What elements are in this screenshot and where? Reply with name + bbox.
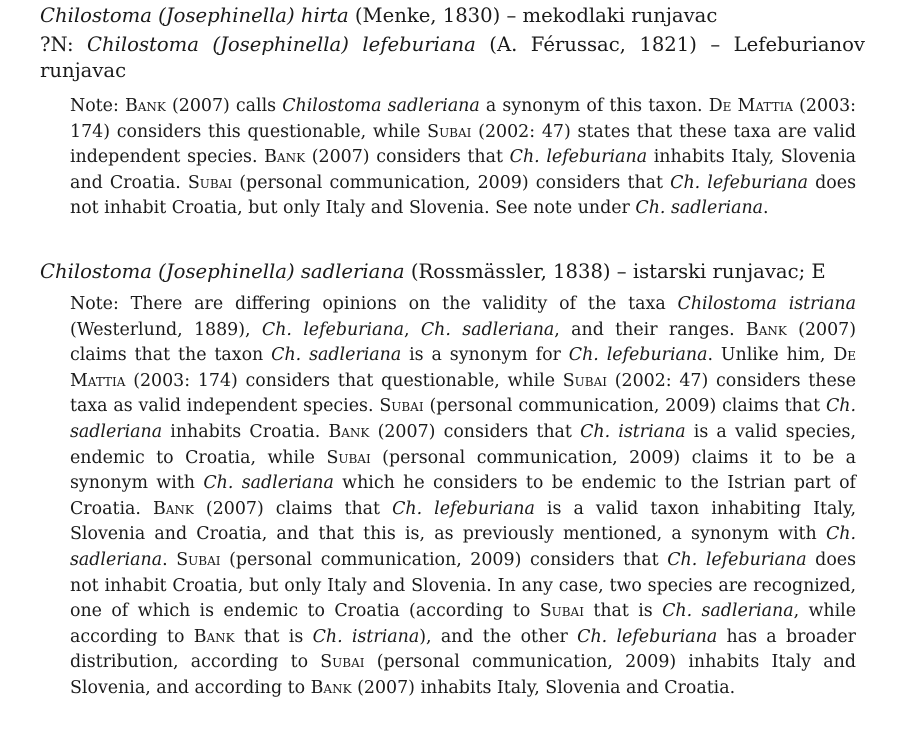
author-name: De Mattia bbox=[70, 345, 857, 391]
taxon-name: Ch. istriana bbox=[312, 626, 420, 647]
note-text: that is bbox=[583, 601, 663, 622]
note-text: ), and the other bbox=[419, 626, 578, 647]
taxon-name: Ch. sadleriana bbox=[70, 396, 857, 442]
note-text: which he considers to be endemic to the Istrian part of Croatia. bbox=[70, 473, 856, 519]
author-name: Subai bbox=[562, 370, 607, 391]
author-name: Bank bbox=[124, 96, 166, 116]
note-text: is a valid taxon inhabiting Italy, Slovenia and Croatia, and that this is, as previously mentioned, a synonym with bbox=[70, 498, 856, 545]
subgenus: (Josephinella) bbox=[158, 260, 295, 283]
taxon-name: Ch. lefeburiana bbox=[261, 319, 404, 340]
note-text: (2003: 174) considers this questionable, while bbox=[70, 96, 857, 142]
taxon-name: Ch. lefeburiana bbox=[577, 626, 718, 647]
taxon-name: Chilostoma sadleriana bbox=[282, 96, 480, 116]
note-text: inhabits Croatia. bbox=[162, 421, 329, 442]
subgenus: (Josephinella) bbox=[158, 4, 295, 27]
note-text: (personal communication, 2009) inhabits Italy and Slovenia, and according to bbox=[70, 652, 856, 698]
author-name: Bank bbox=[310, 677, 352, 698]
taxon-name: Chilostoma istriana bbox=[677, 294, 856, 314]
taxon-entry-sadleriana bbox=[40, 259, 865, 285]
authority: (Menke, 1830) – mekodlaki runjavac bbox=[348, 4, 718, 27]
note-text: is a valid species, endemic to Croatia, while bbox=[70, 421, 856, 468]
note-text: (2003: 174) considers that questionable, while bbox=[125, 370, 563, 391]
note-lefeburiana bbox=[70, 94, 856, 222]
note-text: does not inhabit Croatia, but only Italy and Slovenia. In any case, two species are recognized, one of which is endemic to Croatia (according to bbox=[70, 549, 857, 622]
note-text: (2002: 47) considers these taxa as valid independent species. bbox=[70, 370, 856, 417]
author-name: Subai bbox=[320, 652, 365, 673]
note-text: is a synonym for bbox=[401, 345, 569, 366]
author-name: Bank bbox=[264, 147, 306, 168]
note-text: does not inhabit Croatia, but only Italy and Slovenia. See note under bbox=[70, 172, 856, 219]
author-name: Subai bbox=[539, 601, 584, 622]
note-text: , bbox=[403, 319, 421, 340]
taxon-name: Ch. sadleriana bbox=[70, 524, 856, 570]
note-text: (2007) claims that the taxon bbox=[70, 319, 856, 366]
taxon-name: Ch. istriana bbox=[580, 421, 686, 442]
taxon-name: Ch. lefeburiana bbox=[509, 147, 648, 168]
note-text: , while according to bbox=[70, 601, 857, 647]
genus: Chilostoma bbox=[87, 33, 199, 56]
taxon-name: Ch. lefeburiana bbox=[667, 549, 807, 570]
note-text: (2007) inhabits Italy, Slovenia and Croatia. bbox=[351, 677, 736, 698]
authority: (Rossmässler, 1838) – istarski runjavac; E bbox=[404, 260, 826, 283]
note-text: (2007) claims that bbox=[193, 498, 393, 519]
author-name: De Mattia bbox=[708, 96, 793, 116]
species: sadleriana bbox=[300, 260, 405, 283]
note-sadleriana bbox=[70, 292, 856, 702]
author-name: Subai bbox=[176, 549, 221, 570]
genus: Chilostoma bbox=[40, 260, 152, 283]
subgenus: (Josephinella) bbox=[212, 33, 349, 56]
note-text: . bbox=[162, 549, 177, 570]
note-text: (2002: 47) states that these taxa are valid independent species. bbox=[70, 121, 856, 168]
taxon-name: Ch. lefeburiana bbox=[392, 498, 535, 519]
note-text: (personal communication, 2009) claims that bbox=[423, 396, 826, 417]
taxon-name: Ch. sadleriana bbox=[420, 319, 555, 340]
note-text: (personal communication, 2009) claims it to be a synonym with bbox=[70, 447, 857, 494]
note-text: has a broader distribution, according to bbox=[70, 626, 856, 673]
entry-prefix: ?N: bbox=[40, 33, 88, 56]
note-text: , and their ranges. bbox=[554, 319, 746, 340]
author-name: Subai bbox=[326, 447, 371, 468]
taxon-name: Ch. sadleriana bbox=[662, 601, 794, 622]
taxon-entry-lefeburiana bbox=[40, 32, 865, 84]
genus: Chilostoma bbox=[40, 4, 152, 27]
note-text: a synonym of this taxon. bbox=[479, 96, 709, 116]
taxon-entry-hirta bbox=[40, 3, 865, 29]
author-name: Bank bbox=[193, 626, 235, 647]
note-text: that is bbox=[234, 626, 313, 647]
taxon-name: Ch. sadleriana bbox=[271, 345, 402, 366]
note-text: Note: There are differing opinions on the validity of the taxa bbox=[70, 294, 678, 314]
note-text: (2007) calls bbox=[165, 96, 283, 116]
note-text: (personal communication, 2009) considers that bbox=[232, 172, 671, 193]
author-name: Subai bbox=[379, 396, 424, 417]
author-name: Bank bbox=[328, 421, 370, 442]
authority: (A. Férussac, 1821) – Lefeburianov runjavac bbox=[40, 33, 865, 82]
note-text: (2007) considers that bbox=[305, 147, 510, 168]
note-text: (2007) considers that bbox=[369, 421, 581, 442]
note-text: . bbox=[763, 198, 769, 219]
note-text: Note: bbox=[70, 96, 125, 116]
taxon-name: Ch. sadleriana bbox=[203, 473, 334, 494]
author-name: Bank bbox=[745, 319, 787, 340]
note-text: . Unlike him, bbox=[707, 345, 834, 366]
note-text: inhabits Italy, Slovenia and Croatia. bbox=[70, 147, 857, 193]
author-name: Bank bbox=[152, 498, 194, 519]
taxon-name: Ch. lefeburiana bbox=[568, 345, 708, 366]
note-text: (Westerlund, 1889), bbox=[70, 319, 262, 340]
author-name: Subai bbox=[427, 121, 472, 142]
note-text: (personal communication, 2009) considers that bbox=[220, 549, 668, 570]
species: hirta bbox=[300, 4, 349, 27]
author-name: Subai bbox=[187, 172, 233, 193]
taxon-name: Ch. lefeburiana bbox=[670, 172, 809, 193]
species: lefeburiana bbox=[362, 33, 476, 56]
taxon-name: Ch. sadleriana bbox=[635, 198, 764, 219]
